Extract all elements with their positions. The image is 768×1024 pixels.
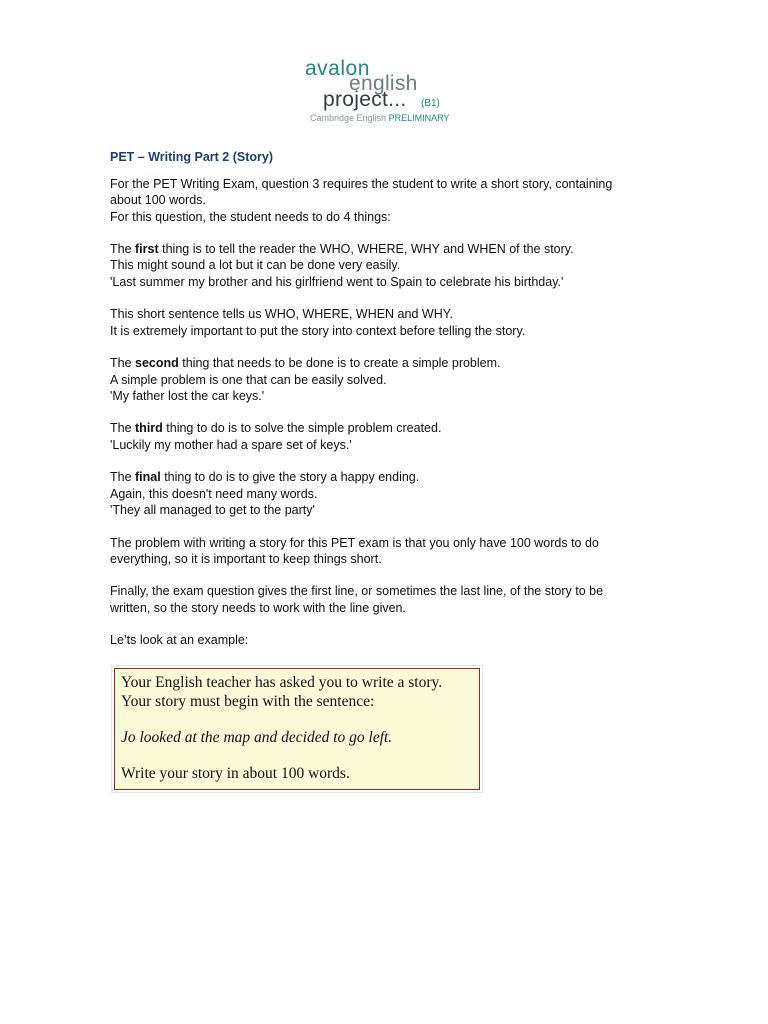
task-instruction: Your English teacher has asked you to write a story. <box>121 674 443 691</box>
text-line: It is extremely important to put the story into context before telling the story. <box>110 323 526 338</box>
text-fragment: thing to do is to solve the simple problem created. <box>162 421 442 436</box>
logo-line-avalon: avalon <box>305 57 370 80</box>
avalon-english-project-logo <box>303 58 473 128</box>
text-line: written, so the story needs to work with the line given. <box>110 600 406 615</box>
example-sentence: 'They all managed to get to the party' <box>110 502 315 517</box>
text-line: A simple problem is one that can be easily solved. <box>110 372 387 387</box>
logo-level: (B1) <box>421 98 440 109</box>
paragraph-context <box>110 306 670 339</box>
example-sentence: 'My father lost the car keys.' <box>110 388 265 403</box>
text-fragment: thing is to tell the reader the WHO, WHERE, WHY and WHEN of the story. <box>158 242 574 257</box>
logo-subtitle <box>310 113 449 124</box>
text-line: This might sound a lot but it can be done very easily. <box>110 258 401 273</box>
text-fragment: The <box>110 356 136 371</box>
text-line: The problem with writing a story for this PET exam is that you only have 100 words to do <box>110 535 599 550</box>
text-line: This short sentence tells us WHO, WHERE, WHEN and WHY. <box>110 307 453 322</box>
logo-subtitle-cambridge: Cambridge English <box>310 113 387 123</box>
paragraph-second-thing <box>110 355 670 404</box>
paragraph-third-thing <box>110 420 670 453</box>
paragraph-word-limit <box>110 535 670 568</box>
bold-keyword: first <box>135 242 159 257</box>
logo-line-english: english <box>349 72 418 95</box>
example-sentence: 'Luckily my mother had a spare set of keys.' <box>110 437 352 452</box>
task-opening-sentence: Jo looked at the map and decided to go left. <box>121 729 393 746</box>
task-word-count: Write your story in about 100 words. <box>121 765 350 782</box>
page-title: PET – Writing Part 2 (Story) <box>110 150 273 164</box>
text-line: Le’ts look at an example: <box>110 633 249 648</box>
text-fragment: The <box>110 421 136 436</box>
text-line: For this question, the student needs to do 4 things: <box>110 209 391 224</box>
text-fragment: The <box>110 470 136 485</box>
paragraph-first-thing <box>110 241 670 290</box>
bold-keyword: final <box>135 470 161 485</box>
logo-line-project: project... <box>323 88 407 111</box>
logo-subtitle-preliminary: PRELIMINARY <box>388 113 450 123</box>
paragraph-first-line <box>110 583 670 616</box>
bold-keyword: second <box>135 356 179 371</box>
exam-task-panel <box>114 668 480 790</box>
text-line: Finally, the exam question gives the first line, or sometimes the last line, of the story to be <box>110 584 604 599</box>
exam-task-box <box>111 665 483 793</box>
text-line: For the PET Writing Exam, question 3 requires the student to write a short story, containing <box>110 177 613 191</box>
example-sentence: 'Last summer my brother and his girlfriend went to Spain to celebrate his birthday.' <box>110 274 564 289</box>
bold-keyword: third <box>135 421 163 436</box>
paragraph-intro <box>110 176 670 225</box>
text-line: everything, so it is important to keep things short. <box>110 551 382 566</box>
document-body <box>110 176 670 665</box>
task-requirement: Your story must begin with the sentence: <box>121 693 375 710</box>
text-fragment: The <box>110 242 136 257</box>
text-line: about 100 words. <box>110 193 206 208</box>
paragraph-example-intro <box>110 632 670 648</box>
paragraph-final-thing <box>110 469 670 518</box>
text-fragment: thing to do is to give the story a happy ending. <box>160 470 420 485</box>
text-line: Again, this doesn't need many words. <box>110 486 318 501</box>
text-fragment: thing that needs to be done is to create a simple problem. <box>178 356 501 371</box>
